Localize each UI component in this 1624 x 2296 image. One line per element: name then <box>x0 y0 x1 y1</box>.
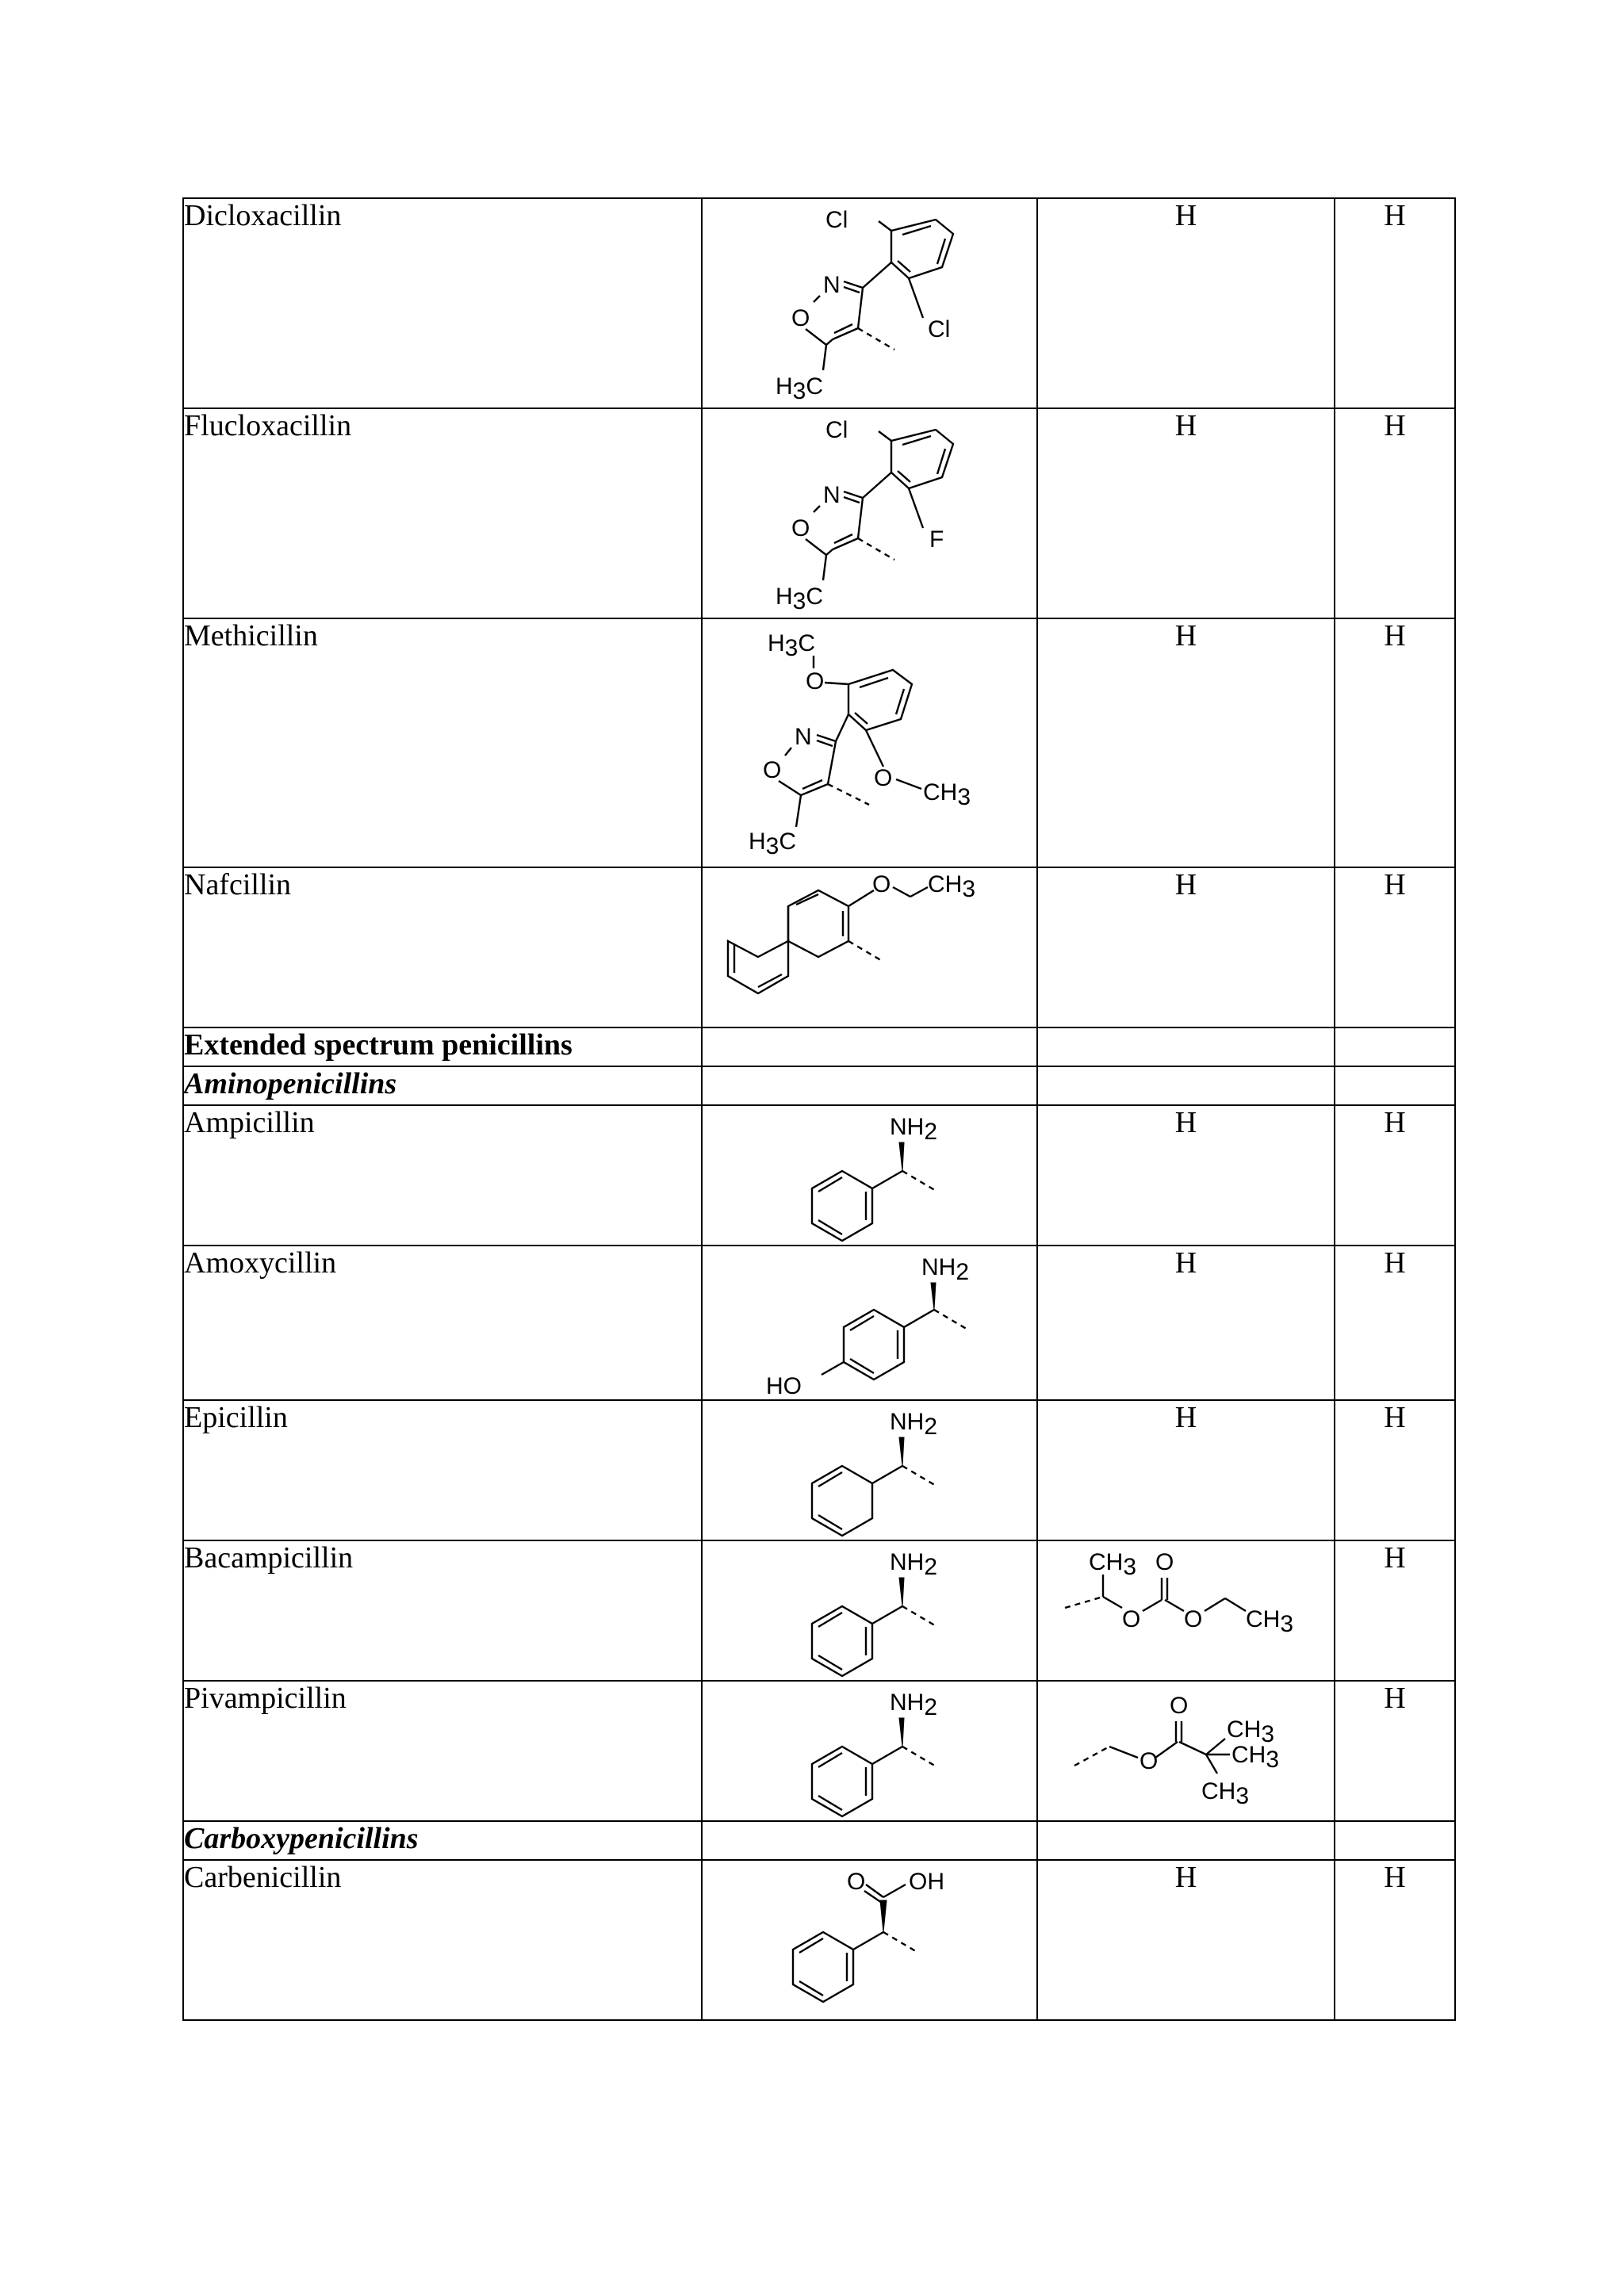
r1-value: H <box>1037 867 1335 1027</box>
r2-value: H <box>1335 1681 1455 1821</box>
structure-pivampicillin <box>702 1681 1037 1821</box>
svg-text:N: N <box>795 724 812 750</box>
svg-text:H3C: H3C <box>776 373 824 404</box>
r2-value: H <box>1335 1860 1455 2020</box>
svg-text:CH3: CH3 <box>1246 1606 1294 1637</box>
r1-value: H <box>1037 1860 1335 2020</box>
svg-text:O: O <box>874 765 893 791</box>
table-row <box>183 1860 1455 2020</box>
structure-bacampicillin <box>702 1540 1037 1681</box>
r2-value: H <box>1335 1400 1455 1540</box>
table-row <box>183 1066 1455 1105</box>
r1-value: H <box>1037 408 1335 618</box>
svg-text:O: O <box>1155 1549 1174 1575</box>
svg-text:NH2: NH2 <box>921 1254 970 1285</box>
structure-flucloxacillin <box>702 408 1037 618</box>
r2-value: H <box>1335 198 1455 408</box>
svg-text:CH3: CH3 <box>928 871 976 902</box>
r1-ester-structure <box>1037 1681 1335 1821</box>
drug-name: Pivampicillin <box>183 1681 702 1821</box>
table-row <box>183 1400 1455 1540</box>
r2-value: H <box>1335 1540 1455 1681</box>
svg-text:OH: OH <box>909 1869 944 1895</box>
svg-text:F: F <box>929 526 944 553</box>
svg-text:HO: HO <box>766 1373 802 1399</box>
section-heading: Extended spectrum penicillins <box>183 1027 702 1066</box>
drug-name: Methicillin <box>183 618 702 867</box>
r1-value: H <box>1037 1105 1335 1246</box>
subsection-heading: Aminopenicillins <box>183 1066 702 1105</box>
svg-text:O: O <box>791 305 810 331</box>
svg-text:Cl: Cl <box>928 316 951 342</box>
svg-text:N: N <box>823 482 841 508</box>
drug-name: Flucloxacillin <box>183 408 702 618</box>
svg-text:NH2: NH2 <box>890 1689 938 1720</box>
svg-text:O: O <box>1184 1606 1203 1632</box>
r2-value: H <box>1335 408 1455 618</box>
structure-amoxycillin <box>702 1246 1037 1400</box>
table-row <box>183 1540 1455 1681</box>
r2-value: H <box>1335 1246 1455 1400</box>
drug-name: Amoxycillin <box>183 1246 702 1400</box>
svg-text:H3C: H3C <box>776 584 824 614</box>
svg-text:Cl: Cl <box>825 417 848 443</box>
table-row <box>183 408 1455 618</box>
drug-name: Carbenicillin <box>183 1860 702 2020</box>
r2-value: H <box>1335 867 1455 1027</box>
table-row <box>183 867 1455 1027</box>
structure-carbenicillin <box>702 1860 1037 2020</box>
table-row <box>183 1027 1455 1066</box>
svg-text:CH3: CH3 <box>1231 1742 1280 1773</box>
r1-value: H <box>1037 1400 1335 1540</box>
svg-text:CH3: CH3 <box>1227 1716 1275 1747</box>
r1-value: H <box>1037 1246 1335 1400</box>
r2-value: H <box>1335 618 1455 867</box>
svg-text:O: O <box>1139 1748 1159 1774</box>
table-row <box>183 1105 1455 1246</box>
svg-text:O: O <box>1122 1606 1141 1632</box>
svg-text:NH2: NH2 <box>890 1549 938 1580</box>
svg-text:O: O <box>1170 1693 1189 1719</box>
structure-ampicillin <box>702 1105 1037 1246</box>
svg-text:O: O <box>791 515 810 541</box>
subsection-heading: Carboxypenicillins <box>183 1821 702 1860</box>
svg-text:H3C: H3C <box>749 828 797 859</box>
structure-dicloxacillin <box>702 198 1037 408</box>
table-row <box>183 198 1455 408</box>
svg-text:O: O <box>806 668 825 695</box>
r1-value: H <box>1037 198 1335 408</box>
svg-text:Cl: Cl <box>825 207 848 233</box>
r1-value: H <box>1037 618 1335 867</box>
svg-text:CH3: CH3 <box>1089 1549 1137 1580</box>
drug-name: Ampicillin <box>183 1105 702 1246</box>
drug-name: Epicillin <box>183 1400 702 1540</box>
penicillin-table <box>182 197 1456 2021</box>
structure-nafcillin <box>702 867 1037 1027</box>
svg-text:H3C: H3C <box>768 630 816 661</box>
svg-text:CH3: CH3 <box>923 779 971 810</box>
table-row <box>183 618 1455 867</box>
svg-text:CH3: CH3 <box>1201 1778 1250 1809</box>
r2-value: H <box>1335 1105 1455 1246</box>
table-row <box>183 1246 1455 1400</box>
drug-name: Nafcillin <box>183 867 702 1027</box>
svg-text:NH2: NH2 <box>890 1409 938 1440</box>
structure-methicillin <box>702 618 1037 867</box>
svg-text:N: N <box>823 272 841 298</box>
drug-name: Dicloxacillin <box>183 198 702 408</box>
svg-text:O: O <box>847 1869 866 1895</box>
svg-text:NH2: NH2 <box>890 1114 938 1145</box>
svg-text:O: O <box>763 757 782 783</box>
r1-ester-structure <box>1037 1540 1335 1681</box>
structure-epicillin <box>702 1400 1037 1540</box>
svg-text:O: O <box>872 871 891 897</box>
drug-name: Bacampicillin <box>183 1540 702 1681</box>
table-row <box>183 1821 1455 1860</box>
table-row <box>183 1681 1455 1821</box>
